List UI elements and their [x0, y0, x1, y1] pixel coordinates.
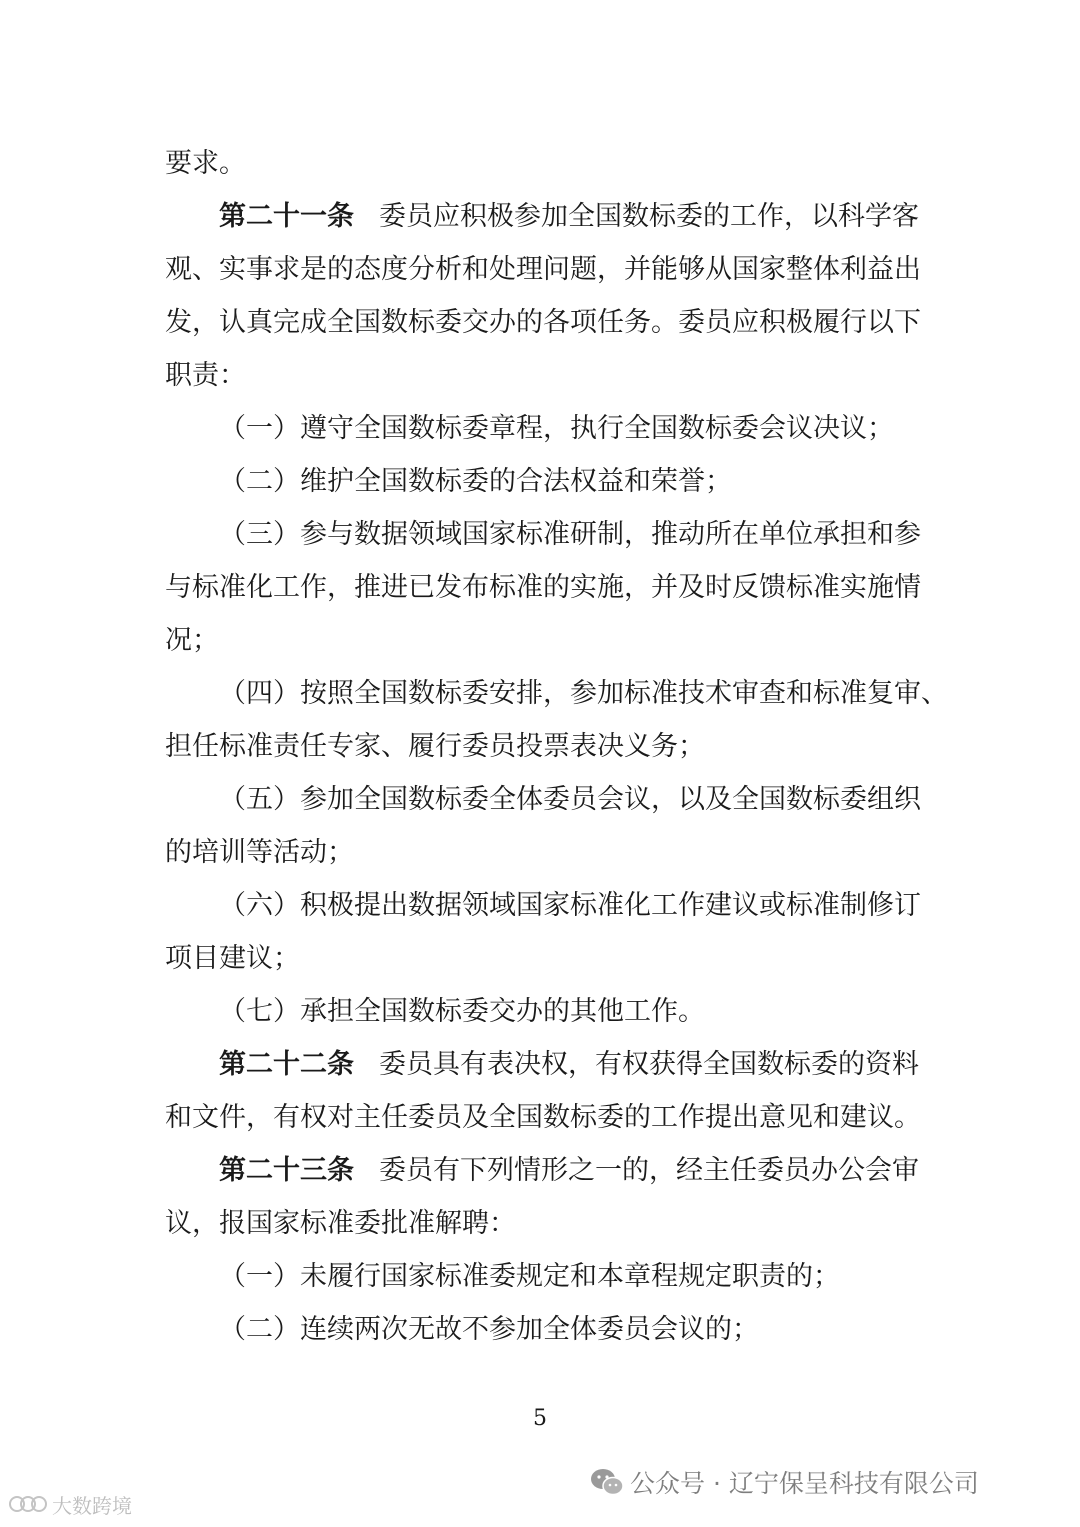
text-segment: （七）承担全国数标委交办的其他工作。 [219, 996, 705, 1027]
text-line [0, 1045, 1080, 1085]
text-segment: 要求。 [165, 148, 246, 179]
text-segment: （六）积极提出数据领域国家标准化工作建议或标准制修订 [219, 890, 921, 921]
text-segment: 委员有下列情形之一的，经主任委员办公会审 [379, 1155, 919, 1186]
text-line [0, 568, 1080, 608]
text-line [0, 409, 1080, 449]
text-line [0, 727, 1080, 767]
text-line [0, 1098, 1080, 1138]
text-segment: 担任标准责任专家、履行委员投票表决义务； [165, 731, 705, 762]
wechat-watermark [590, 1462, 979, 1502]
text-segment: （一）遵守全国数标委章程，执行全国数标委会议决议； [219, 413, 894, 444]
text-line [0, 515, 1080, 555]
text-line [0, 939, 1080, 979]
page-number: 5 [533, 1406, 547, 1431]
text-line [0, 886, 1080, 926]
text-line [0, 621, 1080, 661]
text-line [0, 1310, 1080, 1350]
text-segment: （四）按照全国数标委安排，参加标准技术审查和标准复审、 [219, 678, 948, 709]
text-segment: 委员应积极参加全国数标委的工作，以科学客 [379, 201, 919, 232]
text-line [0, 356, 1080, 396]
text-segment: 与标准化工作，推进已发布标准的实施，并及时反馈标准实施情 [165, 572, 921, 603]
wechat-watermark-text: 公众号 · 辽宁保呈科技有限公司 [630, 1469, 979, 1498]
text-segment: 委员具有表决权，有权获得全国数标委的资料 [379, 1049, 919, 1080]
text-line [0, 674, 1080, 714]
text-line [0, 1204, 1080, 1244]
article-title: 第二十二条 [219, 1049, 354, 1080]
text-segment: 的培训等活动； [165, 837, 354, 868]
text-segment: （一）未履行国家标准委规定和本章程规定职责的； [219, 1261, 840, 1292]
text-line [0, 1151, 1080, 1191]
brand-logo-icon [8, 1493, 48, 1515]
article-title: 第二十一条 [219, 201, 354, 232]
text-line [0, 1257, 1080, 1297]
text-segment: （二）连续两次无故不参加全体委员会议的； [219, 1314, 759, 1345]
text-line [0, 144, 1080, 184]
text-segment: 发，认真完成全国数标委交办的各项任务。委员应积极履行以下 [165, 307, 921, 338]
text-segment: （三）参与数据领域国家标准研制，推动所在单位承担和参 [219, 519, 921, 550]
text-line [0, 833, 1080, 873]
text-segment: （二）维护全国数标委的合法权益和荣誉； [219, 466, 732, 497]
text-line [0, 303, 1080, 343]
text-line [0, 780, 1080, 820]
text-segment: 和文件，有权对主任委员及全国数标委的工作提出意见和建议。 [165, 1102, 921, 1133]
text-segment: 项目建议； [165, 943, 300, 974]
text-segment: 议，报国家标准委批准解聘： [165, 1208, 516, 1239]
text-line [0, 197, 1080, 237]
text-line [0, 462, 1080, 502]
text-segment: 观、实事求是的态度分析和处理问题，并能够从国家整体利益出 [165, 254, 921, 285]
text-line [0, 250, 1080, 290]
brand-watermark [8, 1488, 132, 1520]
text-segment: 职责： [165, 360, 246, 391]
text-segment: （五）参加全国数标委全体委员会议，以及全国数标委组织 [219, 784, 921, 815]
wechat-icon [590, 1467, 624, 1497]
text-line [0, 992, 1080, 1032]
article-title: 第二十三条 [219, 1155, 354, 1186]
brand-watermark-text: 大数跨境 [52, 1493, 132, 1518]
text-segment: 况； [165, 625, 219, 656]
